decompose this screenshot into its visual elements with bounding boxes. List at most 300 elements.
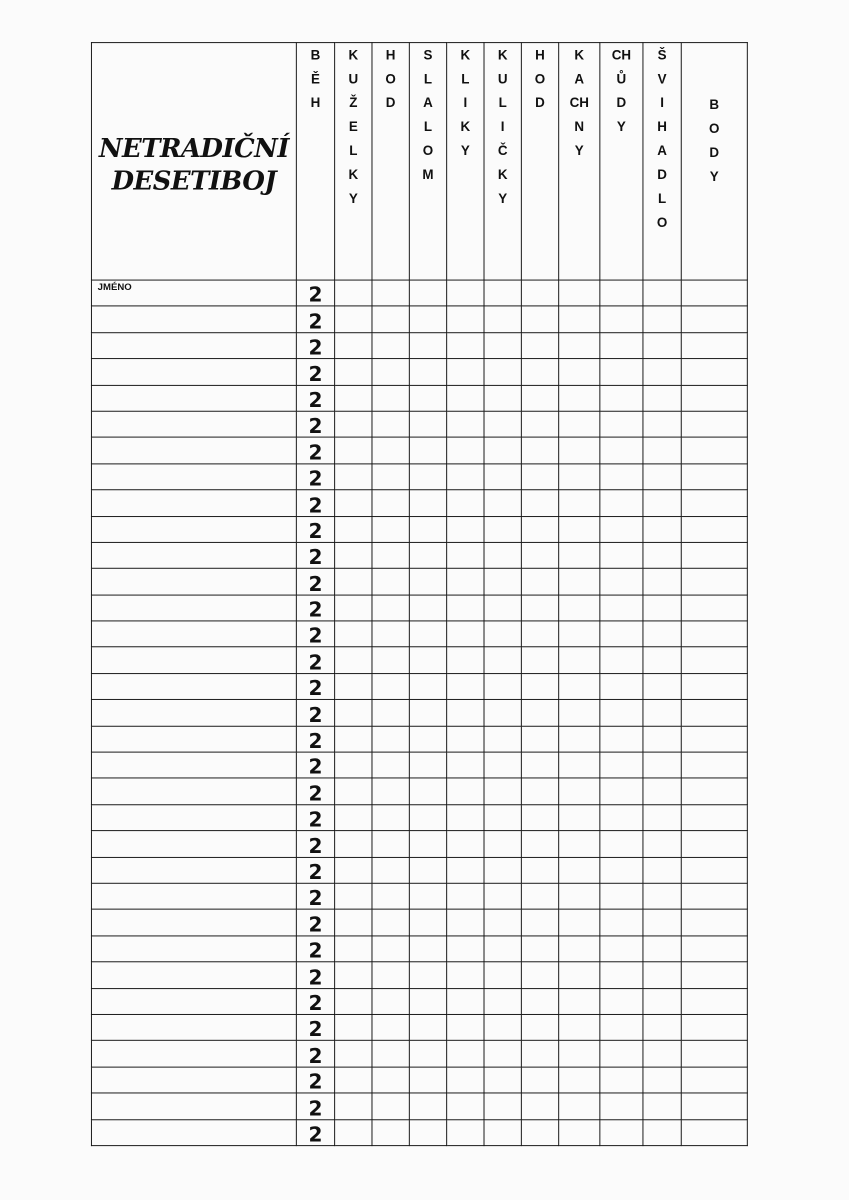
score-cell-svihadlo[interactable] [643, 936, 681, 962]
score-cell-hod2[interactable] [521, 778, 558, 804]
score-cell-slalom[interactable] [409, 752, 446, 778]
score-cell-svihadlo[interactable] [643, 1014, 681, 1040]
score-cell-slalom[interactable] [409, 595, 446, 621]
name-cell[interactable] [91, 883, 296, 909]
run-score-cell[interactable]: 2 [296, 752, 334, 778]
score-cell-kachny[interactable] [559, 1041, 600, 1067]
name-cell[interactable] [91, 516, 296, 542]
score-cell-kulicky[interactable] [484, 621, 521, 647]
score-cell-kuzelky[interactable] [335, 1067, 372, 1093]
score-cell-chudy[interactable] [600, 647, 643, 673]
score-cell-slalom[interactable] [409, 962, 446, 988]
score-cell-kulicky[interactable] [484, 883, 521, 909]
score-cell-kuzelky[interactable] [335, 909, 372, 935]
score-cell-kuzelky[interactable] [335, 1014, 372, 1040]
score-cell-body[interactable] [681, 778, 747, 804]
score-cell-hod2[interactable] [521, 1093, 558, 1119]
score-cell-kuzelky[interactable] [335, 700, 372, 726]
score-cell-hod1[interactable] [372, 359, 409, 385]
score-cell-kulicky[interactable] [484, 1014, 521, 1040]
score-cell-kliky[interactable] [447, 385, 484, 411]
score-cell-kachny[interactable] [559, 333, 600, 359]
run-score-cell[interactable]: 2 [296, 962, 334, 988]
name-cell[interactable] [91, 411, 296, 437]
name-cell[interactable] [91, 1041, 296, 1067]
score-cell-kliky[interactable] [447, 621, 484, 647]
score-cell-chudy[interactable] [600, 385, 643, 411]
run-score-cell[interactable]: 2 [296, 1014, 334, 1040]
score-cell-kuzelky[interactable] [335, 280, 372, 306]
score-cell-kliky[interactable] [447, 700, 484, 726]
score-cell-svihadlo[interactable] [643, 726, 681, 752]
name-cell[interactable] [91, 359, 296, 385]
run-score-cell[interactable]: 2 [296, 333, 334, 359]
run-score-cell[interactable]: 2 [296, 857, 334, 883]
score-cell-kuzelky[interactable] [335, 542, 372, 568]
score-cell-kliky[interactable] [447, 306, 484, 332]
score-cell-kliky[interactable] [447, 1041, 484, 1067]
score-cell-body[interactable] [681, 385, 747, 411]
name-cell[interactable] [91, 490, 296, 516]
score-cell-hod1[interactable] [372, 752, 409, 778]
name-cell[interactable] [91, 1014, 296, 1040]
score-cell-body[interactable] [681, 1093, 747, 1119]
score-cell-slalom[interactable] [409, 700, 446, 726]
run-score-cell[interactable]: 2 [296, 490, 334, 516]
score-cell-hod2[interactable] [521, 673, 558, 699]
score-cell-kliky[interactable] [447, 359, 484, 385]
run-score-cell[interactable]: 2 [296, 437, 334, 463]
score-cell-kachny[interactable] [559, 1067, 600, 1093]
score-cell-hod1[interactable] [372, 962, 409, 988]
score-cell-chudy[interactable] [600, 516, 643, 542]
score-cell-hod1[interactable] [372, 778, 409, 804]
run-score-cell[interactable]: 2 [296, 1067, 334, 1093]
run-score-cell[interactable]: 2 [296, 542, 334, 568]
score-cell-kulicky[interactable] [484, 516, 521, 542]
score-cell-hod1[interactable] [372, 569, 409, 595]
score-cell-hod2[interactable] [521, 726, 558, 752]
score-cell-svihadlo[interactable] [643, 516, 681, 542]
name-cell[interactable] [91, 306, 296, 332]
score-cell-svihadlo[interactable] [643, 1119, 681, 1145]
score-cell-hod1[interactable] [372, 883, 409, 909]
score-cell-kachny[interactable] [559, 621, 600, 647]
run-score-cell[interactable]: 2 [296, 385, 334, 411]
name-cell[interactable] [91, 647, 296, 673]
name-cell[interactable] [91, 542, 296, 568]
score-cell-kulicky[interactable] [484, 962, 521, 988]
score-cell-kachny[interactable] [559, 752, 600, 778]
score-cell-hod2[interactable] [521, 437, 558, 463]
score-cell-kuzelky[interactable] [335, 411, 372, 437]
name-cell[interactable] [91, 700, 296, 726]
score-cell-kliky[interactable] [447, 673, 484, 699]
score-cell-svihadlo[interactable] [643, 280, 681, 306]
score-cell-body[interactable] [681, 306, 747, 332]
score-cell-kulicky[interactable] [484, 595, 521, 621]
score-cell-kuzelky[interactable] [335, 988, 372, 1014]
score-cell-svihadlo[interactable] [643, 359, 681, 385]
score-cell-body[interactable] [681, 700, 747, 726]
score-cell-kulicky[interactable] [484, 306, 521, 332]
score-cell-hod1[interactable] [372, 700, 409, 726]
name-cell[interactable] [91, 385, 296, 411]
score-cell-hod1[interactable] [372, 490, 409, 516]
run-score-cell[interactable]: 2 [296, 831, 334, 857]
score-cell-body[interactable] [681, 1067, 747, 1093]
score-cell-chudy[interactable] [600, 542, 643, 568]
score-cell-kachny[interactable] [559, 805, 600, 831]
score-cell-chudy[interactable] [600, 726, 643, 752]
score-cell-hod1[interactable] [372, 857, 409, 883]
score-cell-chudy[interactable] [600, 411, 643, 437]
score-cell-slalom[interactable] [409, 385, 446, 411]
run-score-cell[interactable]: 2 [296, 464, 334, 490]
score-cell-body[interactable] [681, 621, 747, 647]
score-cell-kachny[interactable] [559, 962, 600, 988]
score-cell-kulicky[interactable] [484, 542, 521, 568]
score-cell-kliky[interactable] [447, 1014, 484, 1040]
score-cell-kulicky[interactable] [484, 333, 521, 359]
score-cell-kuzelky[interactable] [335, 831, 372, 857]
score-cell-hod1[interactable] [372, 464, 409, 490]
score-cell-svihadlo[interactable] [643, 805, 681, 831]
score-cell-kuzelky[interactable] [335, 621, 372, 647]
score-cell-hod1[interactable] [372, 437, 409, 463]
score-cell-body[interactable] [681, 647, 747, 673]
score-cell-chudy[interactable] [600, 359, 643, 385]
score-cell-hod2[interactable] [521, 1014, 558, 1040]
score-cell-body[interactable] [681, 936, 747, 962]
score-cell-body[interactable] [681, 411, 747, 437]
score-cell-kuzelky[interactable] [335, 936, 372, 962]
score-cell-kliky[interactable] [447, 752, 484, 778]
score-cell-kachny[interactable] [559, 883, 600, 909]
name-cell[interactable] [91, 909, 296, 935]
score-cell-chudy[interactable] [600, 437, 643, 463]
score-cell-hod1[interactable] [372, 805, 409, 831]
score-cell-kliky[interactable] [447, 805, 484, 831]
score-cell-kuzelky[interactable] [335, 805, 372, 831]
score-cell-hod2[interactable] [521, 359, 558, 385]
score-cell-hod1[interactable] [372, 1014, 409, 1040]
score-cell-svihadlo[interactable] [643, 411, 681, 437]
name-cell[interactable] [91, 936, 296, 962]
score-cell-slalom[interactable] [409, 909, 446, 935]
score-cell-hod2[interactable] [521, 805, 558, 831]
score-cell-chudy[interactable] [600, 857, 643, 883]
score-cell-kuzelky[interactable] [335, 752, 372, 778]
score-cell-kliky[interactable] [447, 857, 484, 883]
score-cell-slalom[interactable] [409, 673, 446, 699]
score-cell-kachny[interactable] [559, 700, 600, 726]
score-cell-chudy[interactable] [600, 280, 643, 306]
score-cell-kuzelky[interactable] [335, 385, 372, 411]
score-cell-slalom[interactable] [409, 542, 446, 568]
score-cell-body[interactable] [681, 280, 747, 306]
score-cell-kliky[interactable] [447, 883, 484, 909]
score-cell-slalom[interactable] [409, 778, 446, 804]
score-cell-chudy[interactable] [600, 909, 643, 935]
score-cell-hod1[interactable] [372, 280, 409, 306]
score-cell-chudy[interactable] [600, 673, 643, 699]
score-cell-chudy[interactable] [600, 1041, 643, 1067]
score-cell-kulicky[interactable] [484, 280, 521, 306]
score-cell-hod1[interactable] [372, 831, 409, 857]
score-cell-kuzelky[interactable] [335, 673, 372, 699]
score-cell-svihadlo[interactable] [643, 778, 681, 804]
score-cell-chudy[interactable] [600, 805, 643, 831]
score-cell-chudy[interactable] [600, 1093, 643, 1119]
score-cell-kliky[interactable] [447, 333, 484, 359]
score-cell-svihadlo[interactable] [643, 595, 681, 621]
score-cell-svihadlo[interactable] [643, 385, 681, 411]
score-cell-hod2[interactable] [521, 700, 558, 726]
score-cell-kachny[interactable] [559, 437, 600, 463]
score-cell-slalom[interactable] [409, 359, 446, 385]
score-cell-kulicky[interactable] [484, 569, 521, 595]
score-cell-hod1[interactable] [372, 621, 409, 647]
score-cell-slalom[interactable] [409, 1014, 446, 1040]
score-cell-kliky[interactable] [447, 988, 484, 1014]
name-cell[interactable] [91, 962, 296, 988]
score-cell-kuzelky[interactable] [335, 883, 372, 909]
run-score-cell[interactable]: 2 [296, 1119, 334, 1145]
score-cell-slalom[interactable] [409, 988, 446, 1014]
score-cell-svihadlo[interactable] [643, 673, 681, 699]
score-cell-kachny[interactable] [559, 1093, 600, 1119]
score-cell-hod2[interactable] [521, 988, 558, 1014]
score-cell-kuzelky[interactable] [335, 962, 372, 988]
score-cell-kliky[interactable] [447, 778, 484, 804]
run-score-cell[interactable]: 2 [296, 306, 334, 332]
score-cell-kliky[interactable] [447, 726, 484, 752]
score-cell-svihadlo[interactable] [643, 490, 681, 516]
score-cell-kliky[interactable] [447, 909, 484, 935]
score-cell-slalom[interactable] [409, 1093, 446, 1119]
score-cell-hod2[interactable] [521, 1067, 558, 1093]
score-cell-slalom[interactable] [409, 490, 446, 516]
score-cell-hod2[interactable] [521, 621, 558, 647]
score-cell-kulicky[interactable] [484, 726, 521, 752]
score-cell-kuzelky[interactable] [335, 1093, 372, 1119]
score-cell-body[interactable] [681, 883, 747, 909]
score-cell-body[interactable] [681, 569, 747, 595]
name-cell[interactable] [91, 569, 296, 595]
score-cell-hod2[interactable] [521, 569, 558, 595]
score-cell-hod2[interactable] [521, 1041, 558, 1067]
score-cell-kachny[interactable] [559, 936, 600, 962]
run-score-cell[interactable]: 2 [296, 778, 334, 804]
score-cell-kachny[interactable] [559, 464, 600, 490]
run-score-cell[interactable]: 2 [296, 805, 334, 831]
score-cell-kulicky[interactable] [484, 778, 521, 804]
run-score-cell[interactable]: 2 [296, 700, 334, 726]
score-cell-chudy[interactable] [600, 831, 643, 857]
score-cell-body[interactable] [681, 1014, 747, 1040]
run-score-cell[interactable]: 2 [296, 280, 334, 306]
score-cell-chudy[interactable] [600, 883, 643, 909]
score-cell-chudy[interactable] [600, 306, 643, 332]
score-cell-svihadlo[interactable] [643, 857, 681, 883]
score-cell-chudy[interactable] [600, 490, 643, 516]
score-cell-hod2[interactable] [521, 306, 558, 332]
score-cell-slalom[interactable] [409, 411, 446, 437]
score-cell-chudy[interactable] [600, 621, 643, 647]
score-cell-chudy[interactable] [600, 595, 643, 621]
score-cell-svihadlo[interactable] [643, 1041, 681, 1067]
score-cell-body[interactable] [681, 805, 747, 831]
score-cell-hod2[interactable] [521, 411, 558, 437]
score-cell-hod2[interactable] [521, 883, 558, 909]
score-cell-body[interactable] [681, 490, 747, 516]
score-cell-kulicky[interactable] [484, 936, 521, 962]
run-score-cell[interactable]: 2 [296, 673, 334, 699]
score-cell-body[interactable] [681, 542, 747, 568]
score-cell-kulicky[interactable] [484, 700, 521, 726]
score-cell-kuzelky[interactable] [335, 1119, 372, 1145]
score-cell-svihadlo[interactable] [643, 988, 681, 1014]
run-score-cell[interactable]: 2 [296, 647, 334, 673]
score-cell-hod1[interactable] [372, 988, 409, 1014]
score-cell-kliky[interactable] [447, 1093, 484, 1119]
score-cell-kachny[interactable] [559, 569, 600, 595]
score-cell-kuzelky[interactable] [335, 437, 372, 463]
name-cell[interactable] [91, 857, 296, 883]
score-cell-body[interactable] [681, 333, 747, 359]
score-cell-chudy[interactable] [600, 464, 643, 490]
score-cell-hod2[interactable] [521, 909, 558, 935]
score-cell-chudy[interactable] [600, 700, 643, 726]
score-cell-kachny[interactable] [559, 1119, 600, 1145]
score-cell-body[interactable] [681, 673, 747, 699]
score-cell-chudy[interactable] [600, 1014, 643, 1040]
score-cell-kliky[interactable] [447, 516, 484, 542]
score-cell-kuzelky[interactable] [335, 726, 372, 752]
score-cell-chudy[interactable] [600, 1067, 643, 1093]
name-cell[interactable] [91, 595, 296, 621]
score-cell-kuzelky[interactable] [335, 359, 372, 385]
score-cell-svihadlo[interactable] [643, 909, 681, 935]
score-cell-slalom[interactable] [409, 936, 446, 962]
score-cell-hod2[interactable] [521, 516, 558, 542]
score-cell-hod2[interactable] [521, 962, 558, 988]
score-cell-hod1[interactable] [372, 1067, 409, 1093]
score-cell-slalom[interactable] [409, 857, 446, 883]
score-cell-slalom[interactable] [409, 805, 446, 831]
run-score-cell[interactable]: 2 [296, 988, 334, 1014]
score-cell-svihadlo[interactable] [643, 569, 681, 595]
score-cell-slalom[interactable] [409, 883, 446, 909]
score-cell-hod2[interactable] [521, 280, 558, 306]
score-cell-kuzelky[interactable] [335, 1041, 372, 1067]
name-cell[interactable] [91, 778, 296, 804]
score-cell-svihadlo[interactable] [643, 306, 681, 332]
score-cell-svihadlo[interactable] [643, 700, 681, 726]
score-cell-kliky[interactable] [447, 831, 484, 857]
score-cell-kliky[interactable] [447, 280, 484, 306]
score-cell-slalom[interactable] [409, 306, 446, 332]
score-cell-chudy[interactable] [600, 778, 643, 804]
score-cell-chudy[interactable] [600, 752, 643, 778]
score-cell-svihadlo[interactable] [643, 831, 681, 857]
score-cell-kulicky[interactable] [484, 464, 521, 490]
score-cell-hod2[interactable] [521, 1119, 558, 1145]
score-cell-hod1[interactable] [372, 306, 409, 332]
score-cell-body[interactable] [681, 909, 747, 935]
score-cell-hod2[interactable] [521, 464, 558, 490]
name-cell[interactable] [91, 1067, 296, 1093]
score-cell-svihadlo[interactable] [643, 1093, 681, 1119]
run-score-cell[interactable]: 2 [296, 359, 334, 385]
score-cell-kulicky[interactable] [484, 647, 521, 673]
score-cell-kachny[interactable] [559, 1014, 600, 1040]
run-score-cell[interactable]: 2 [296, 1093, 334, 1119]
score-cell-body[interactable] [681, 464, 747, 490]
score-cell-slalom[interactable] [409, 726, 446, 752]
score-cell-kachny[interactable] [559, 516, 600, 542]
score-cell-slalom[interactable] [409, 464, 446, 490]
score-cell-hod1[interactable] [372, 647, 409, 673]
score-cell-kliky[interactable] [447, 936, 484, 962]
score-cell-kuzelky[interactable] [335, 306, 372, 332]
score-cell-svihadlo[interactable] [643, 962, 681, 988]
score-cell-body[interactable] [681, 857, 747, 883]
score-cell-kachny[interactable] [559, 647, 600, 673]
score-cell-body[interactable] [681, 962, 747, 988]
score-cell-hod1[interactable] [372, 411, 409, 437]
score-cell-kulicky[interactable] [484, 805, 521, 831]
score-cell-kulicky[interactable] [484, 359, 521, 385]
run-score-cell[interactable]: 2 [296, 411, 334, 437]
score-cell-body[interactable] [681, 1041, 747, 1067]
score-cell-kulicky[interactable] [484, 752, 521, 778]
score-cell-kachny[interactable] [559, 280, 600, 306]
score-cell-hod1[interactable] [372, 726, 409, 752]
score-cell-chudy[interactable] [600, 569, 643, 595]
score-cell-kachny[interactable] [559, 385, 600, 411]
name-cell[interactable] [91, 621, 296, 647]
score-cell-hod1[interactable] [372, 909, 409, 935]
score-cell-kuzelky[interactable] [335, 595, 372, 621]
score-cell-kachny[interactable] [559, 726, 600, 752]
score-cell-kliky[interactable] [447, 437, 484, 463]
score-cell-svihadlo[interactable] [643, 752, 681, 778]
score-cell-kachny[interactable] [559, 542, 600, 568]
score-cell-slalom[interactable] [409, 647, 446, 673]
score-cell-svihadlo[interactable] [643, 621, 681, 647]
score-cell-kachny[interactable] [559, 411, 600, 437]
score-cell-kulicky[interactable] [484, 1119, 521, 1145]
score-cell-kuzelky[interactable] [335, 857, 372, 883]
score-cell-kulicky[interactable] [484, 1067, 521, 1093]
score-cell-hod2[interactable] [521, 333, 558, 359]
score-cell-hod1[interactable] [372, 542, 409, 568]
score-cell-body[interactable] [681, 359, 747, 385]
name-cell[interactable] [91, 437, 296, 463]
score-cell-body[interactable] [681, 595, 747, 621]
score-cell-kliky[interactable] [447, 962, 484, 988]
score-cell-svihadlo[interactable] [643, 647, 681, 673]
name-cell[interactable] [91, 988, 296, 1014]
score-cell-hod1[interactable] [372, 595, 409, 621]
score-cell-slalom[interactable] [409, 569, 446, 595]
score-cell-kulicky[interactable] [484, 411, 521, 437]
score-cell-kachny[interactable] [559, 831, 600, 857]
score-cell-chudy[interactable] [600, 988, 643, 1014]
score-cell-slalom[interactable] [409, 437, 446, 463]
